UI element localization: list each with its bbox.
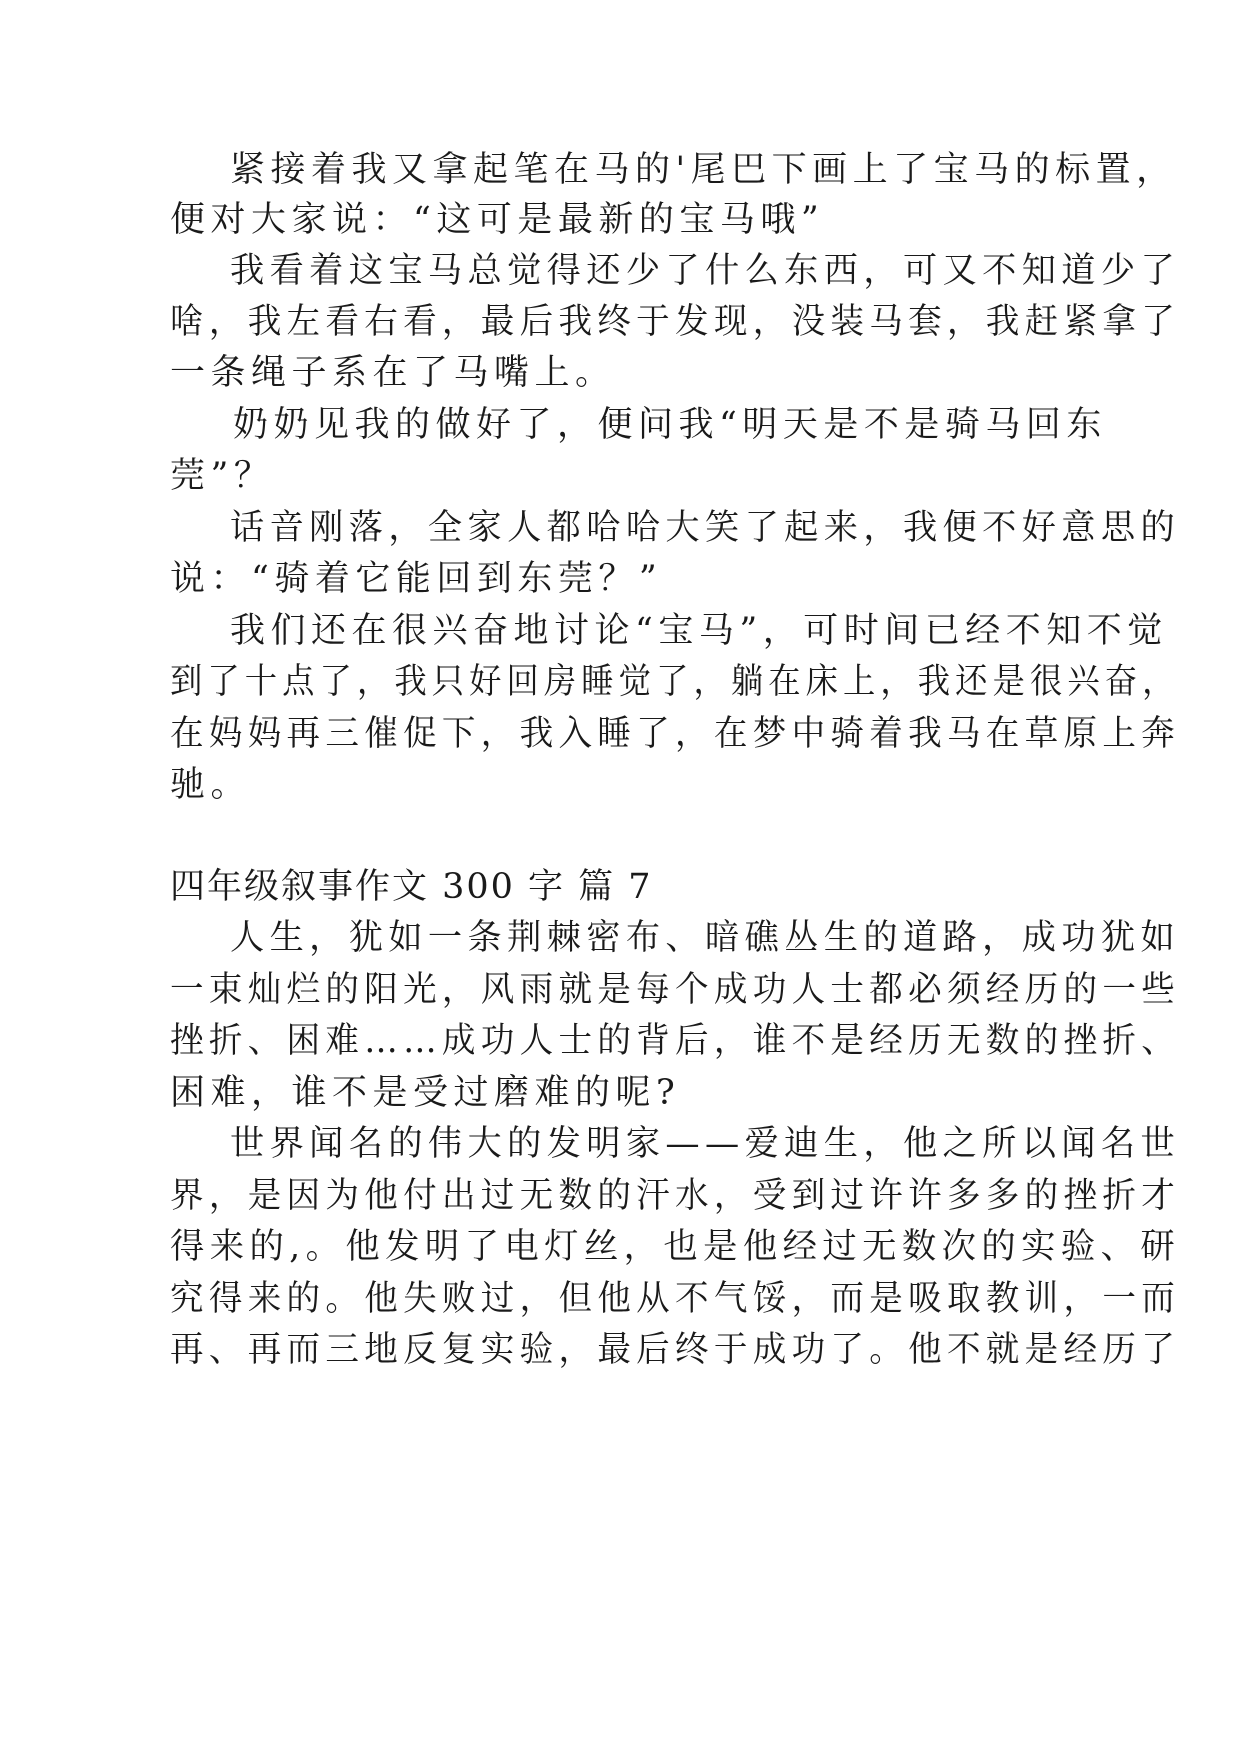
text-line: 莞”？ [170, 456, 275, 496]
text-line: 一条绳子系在了马嘴上。 [170, 353, 616, 393]
text-line: 到了十点了，我只好回房睡觉了，躺在床上，我还是很兴奋， [170, 662, 1180, 702]
text-line: 世界闻名的伟大的发明家——爱迪生，他之所以闻名世 [230, 1124, 1181, 1164]
text-line: 挫折、困难……成功人士的背后，谁不是经历无数的挫折、 [170, 1021, 1181, 1061]
text-line: 啥，我左看右看，最后我终于发现，没装马套，我赶紧拿了 [170, 302, 1181, 342]
text-line: 紧接着我又拿起笔在马的'尾巴下画上了宝马的标置， [230, 150, 1177, 190]
text-line: 得来的,。他发明了电灯丝，也是他经过无数次的实验、研 [170, 1227, 1181, 1267]
section-heading: 四年级叙事作文 300 字 篇 7 [170, 867, 653, 907]
text-line: 我看着这宝马总觉得还少了什么东西，可又不知道少了 [230, 251, 1181, 291]
text-line: 奶奶见我的做好了，便问我“明天是不是骑马回东 [233, 405, 1107, 445]
text-line: 驰。 [170, 765, 252, 805]
text-line: 我们还在很兴奋地讨论“宝马”，可时间已经不知不觉 [230, 611, 1168, 651]
text-line: 人生，犹如一条荆棘密布、暗礁丛生的道路，成功犹如 [230, 918, 1181, 958]
text-line: 说：“骑着它能回到东莞？” [170, 559, 663, 599]
text-line: 究得来的。他失败过，但他从不气馁，而是吸取教训，一而 [170, 1279, 1181, 1319]
text-line: 再、再而三地反复实验，最后终于成功了。他不就是经历了 [170, 1330, 1181, 1370]
text-line: 困难，谁不是受过磨难的呢? [170, 1073, 681, 1113]
text-line: 便对大家说：“这可是最新的宝马哦” [170, 200, 825, 240]
text-line: 在妈妈再三催促下，我入睡了，在梦中骑着我马在草原上奔 [170, 714, 1181, 754]
text-line: 话音刚落，全家人都哈哈大笑了起来，我便不好意思的 [230, 508, 1181, 548]
text-line: 一束灿烂的阳光，风雨就是每个成功人士都必须经历的一些 [170, 970, 1181, 1010]
text-line: 界，是因为他付出过无数的汗水，受到过许许多多的挫折才 [170, 1176, 1181, 1216]
